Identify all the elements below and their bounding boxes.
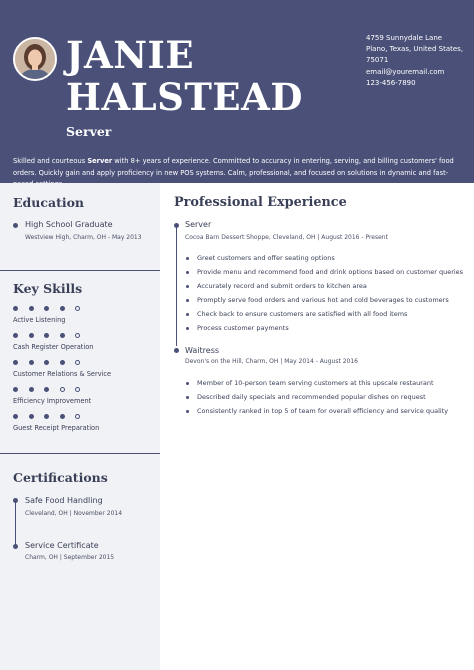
job-company: Devon's on the Hill, Charm, OH | May 2014 - August 2016 (185, 358, 358, 365)
skill-level-filled-dot-icon (13, 306, 18, 311)
summary-bold: Server (87, 157, 113, 165)
job-bullet: Accurately record and submit orders to kitchen area (197, 282, 367, 290)
contact-city: Plano, Texas, United States, (366, 45, 464, 54)
education-detail: Westview High, Charm, OH - May 2013 (25, 234, 142, 241)
job-marker-icon (174, 348, 179, 353)
candidate-role: Server (66, 124, 112, 139)
bullet-dot-icon (186, 271, 189, 274)
skill-level-filled-dot-icon (29, 306, 34, 311)
education-degree: High School Graduate (25, 220, 113, 229)
contact-phone[interactable]: 123-456-7890 (366, 78, 416, 87)
skill-name: Efficiency Improvement (13, 397, 92, 405)
experience-timeline (176, 226, 177, 346)
certification-name: Service Certificate (25, 541, 99, 550)
skill-level-filled-dot-icon (13, 360, 18, 365)
contact-zip: 75071 (366, 56, 389, 65)
skill-level-empty-dot-icon (75, 414, 80, 419)
certification-marker-icon (13, 544, 18, 549)
name-first: JANIE (66, 33, 195, 77)
skill-level-filled-dot-icon (29, 360, 34, 365)
job-marker-icon (174, 223, 179, 228)
skill-level-filled-dot-icon (60, 306, 65, 311)
job-company: Cocoa Barn Dessert Shoppe, Cleveland, OH | August 2016 - Present (185, 234, 388, 241)
skill-level-empty-dot-icon (75, 306, 80, 311)
certifications-title: Certifications (13, 470, 108, 485)
profile-photo (13, 37, 57, 81)
bullet-dot-icon (186, 299, 189, 302)
bullet-dot-icon (186, 257, 189, 260)
skill-name: Cash Register Operation (13, 343, 94, 351)
contact-email[interactable]: email@youremail.com (366, 67, 445, 76)
certification-detail: Charm, OH | September 2015 (25, 554, 115, 561)
job-bullet: Process customer payments (197, 324, 289, 332)
skill-level-filled-dot-icon (13, 333, 18, 338)
contact-street: 4759 Sunnydale Lane (366, 34, 443, 42)
job-bullet: Member of 10-person team serving customers at this upscale restaurant (197, 379, 434, 387)
job-bullet: Described daily specials and recommended popular dishes on request (197, 393, 426, 401)
bullet-dot-icon (186, 327, 189, 330)
skill-level-empty-dot-icon (75, 333, 80, 338)
job-title: Server (185, 220, 212, 229)
certification-marker-icon (13, 498, 18, 503)
skill-level-filled-dot-icon (60, 333, 65, 338)
job-bullet: Promptly serve food orders and various hot and cold beverages to customers (197, 296, 449, 304)
skill-name: Guest Receipt Preparation (13, 424, 100, 432)
education-title: Education (13, 195, 85, 210)
skill-level-filled-dot-icon (44, 306, 49, 311)
skill-name: Active Listening (13, 316, 66, 324)
skill-level-filled-dot-icon (44, 414, 49, 419)
experience-title: Professional Experience (174, 195, 347, 210)
contact-block (366, 33, 470, 89)
education-marker-icon (13, 223, 18, 228)
skill-level-filled-dot-icon (60, 414, 65, 419)
skill-level-filled-dot-icon (29, 333, 34, 338)
sidebar-divider (0, 453, 160, 454)
skills-title: Key Skills (13, 281, 83, 296)
skill-level-filled-dot-icon (44, 387, 49, 392)
candidate-name (66, 34, 326, 118)
skill-level-filled-dot-icon (29, 414, 34, 419)
skill-level-empty-dot-icon (60, 387, 65, 392)
skill-name: Customer Relations & Service (13, 370, 112, 378)
skill-level-filled-dot-icon (44, 360, 49, 365)
skill-level-filled-dot-icon (13, 414, 18, 419)
summary-part1: Skilled and courteous (13, 157, 88, 165)
certification-name: Safe Food Handling (25, 496, 103, 505)
job-bullet: Greet customers and offer seating options (197, 254, 335, 262)
resume-header (0, 0, 474, 183)
name-last: HALSTEAD (66, 75, 303, 119)
bullet-dot-icon (186, 396, 189, 399)
job-title: Waitress (185, 346, 220, 355)
summary-part2: with 8+ years of experience. Committed to accuracy in entering, serving, and billing customers' food orders. Quickly gain and apply proficiency in new POS systems. Calm, professional, and focused on solutions in dynamic and fast- (13, 157, 454, 177)
job-bullet: Consistently ranked in top 5 of team for overall efficiency and service quality (197, 407, 449, 415)
certifications-timeline (15, 502, 16, 546)
sidebar-divider (0, 270, 160, 271)
person-photo-icon (15, 39, 55, 79)
skill-level-filled-dot-icon (44, 333, 49, 338)
skill-level-filled-dot-icon (60, 360, 65, 365)
certification-detail: Cleveland, OH | November 2014 (25, 510, 123, 517)
bullet-dot-icon (186, 285, 189, 288)
bullet-dot-icon (186, 382, 189, 385)
job-bullet: Provide menu and recommend food and drink options based on customer queries (197, 268, 464, 276)
job-bullet: Check back to ensure customers are satisfied with all food items (197, 310, 408, 318)
bullet-dot-icon (186, 313, 189, 316)
skill-level-empty-dot-icon (75, 387, 80, 392)
skill-level-filled-dot-icon (13, 387, 18, 392)
bullet-dot-icon (186, 410, 189, 413)
skill-level-empty-dot-icon (75, 360, 80, 365)
skill-level-filled-dot-icon (29, 387, 34, 392)
